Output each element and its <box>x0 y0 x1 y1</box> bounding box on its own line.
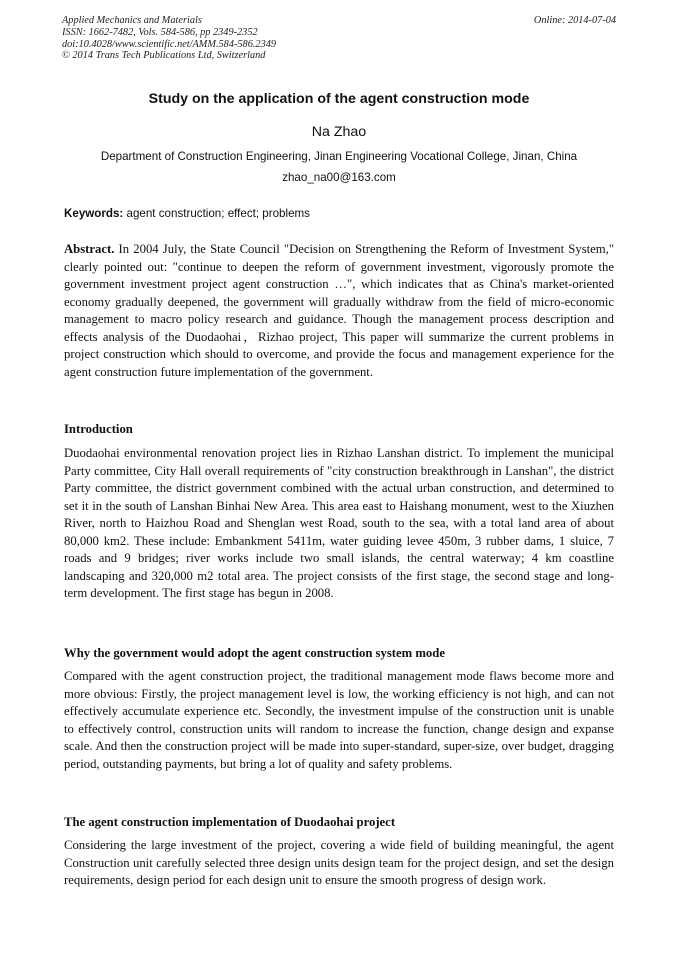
abstract-text: In 2004 July, the State Council "Decision on Strengthening the Reform of Investment System," clearly pointed out: "continue to deepen the reform of government investment, vigorously promote the government investment project agent construction …", which indicates that as China's market-oriented economy gradually deepened, the government will gradually withdraw from the field of micro-economic management to macro policy research and guidance. Though the management process description and effects analysis of the Duodaohai，Rizhao project, This paper will summarize the current problems in project construction which should to overcome, and provide the focus and management experience for the agent construction future implementation of the government. <box>64 242 615 379</box>
section-body: Duodaohai environmental renovation project lies in Rizhao Lanshan district. To implement the municipal Party committee, City Hall overall requirements of "city construction breakthrough in Lanshan", the district Party committee, the district government combined with the actual urban construction, and determined to set it in the south of Lanshan Binhai New Area. This area east to Haishang monument, west to the Xiuzhen River, north to Haizhou Road and Shenglan west Road, south to the sea, with a total land area of about 80,000 km2. These include: Embankment 5411m, water guiding levee 450m, 3 rubber dams, 1 sluice, 7 roads and 9 bridges; river works include two small islands, the central waterway; 4 km coastline landscaping and 320,000 m2 total area. The project consists of the first stage, the second stage and long-term development. The first stage has begun in 2008. <box>64 446 614 600</box>
journal-header <box>62 15 616 62</box>
online-date: Online: 2014-07-04 <box>533 15 616 26</box>
author-affiliation: Department of Construction Engineering, Jinan Engineering Vocational College, Jinan, China <box>100 150 578 163</box>
section-heading: Introduction <box>64 422 133 436</box>
abstract-label: Abstract. <box>64 242 115 256</box>
keywords-label: Keywords: <box>64 207 124 220</box>
section-body: Considering the large investment of the project, covering a wide field of building meaningful, the agent Construction unit carefully selected three design units design team for the project design, and set the design requirements, design period for each design unit to ensure the smooth progress of design work. <box>64 838 614 887</box>
author-email: zhao_na00@163.com <box>282 171 396 184</box>
abstract <box>64 241 614 381</box>
author-name: Na Zhao <box>311 124 367 140</box>
paper-title: Study on the application of the agent construction mode <box>148 91 530 107</box>
issn-line: ISSN: 1662-7482, Vols. 584-586, pp 2349-2352 <box>62 26 258 38</box>
keywords <box>64 207 614 220</box>
section-body: Compared with the agent construction project, the traditional management mode flaws become more and more obvious: Firstly, the project management level is low, the working efficiency is not high, and can not effectively accumulate experience etc. Secondly, the investment impulse of the construction unit is unable to effectively control, construction units will random to increase the function, change design and expanse scale. And then the construction project will be made into super-standard, super-size, over budget, dragging period, outstanding payments, but bring a lot of quality and safety problems. <box>64 669 614 771</box>
copyright-line: © 2014 Trans Tech Publications Ltd, Switzerland <box>62 50 266 62</box>
section-heading: Why the government would adopt the agent construction system mode <box>64 646 445 660</box>
section-heading: The agent construction implementation of Duodaohai project <box>64 815 396 829</box>
doi-line: doi:10.4028/www.scientific.net/AMM.584-586.2349 <box>62 38 277 50</box>
keywords-text: agent construction; effect; problems <box>126 207 310 220</box>
journal-name: Applied Mechanics and Materials <box>62 15 202 26</box>
